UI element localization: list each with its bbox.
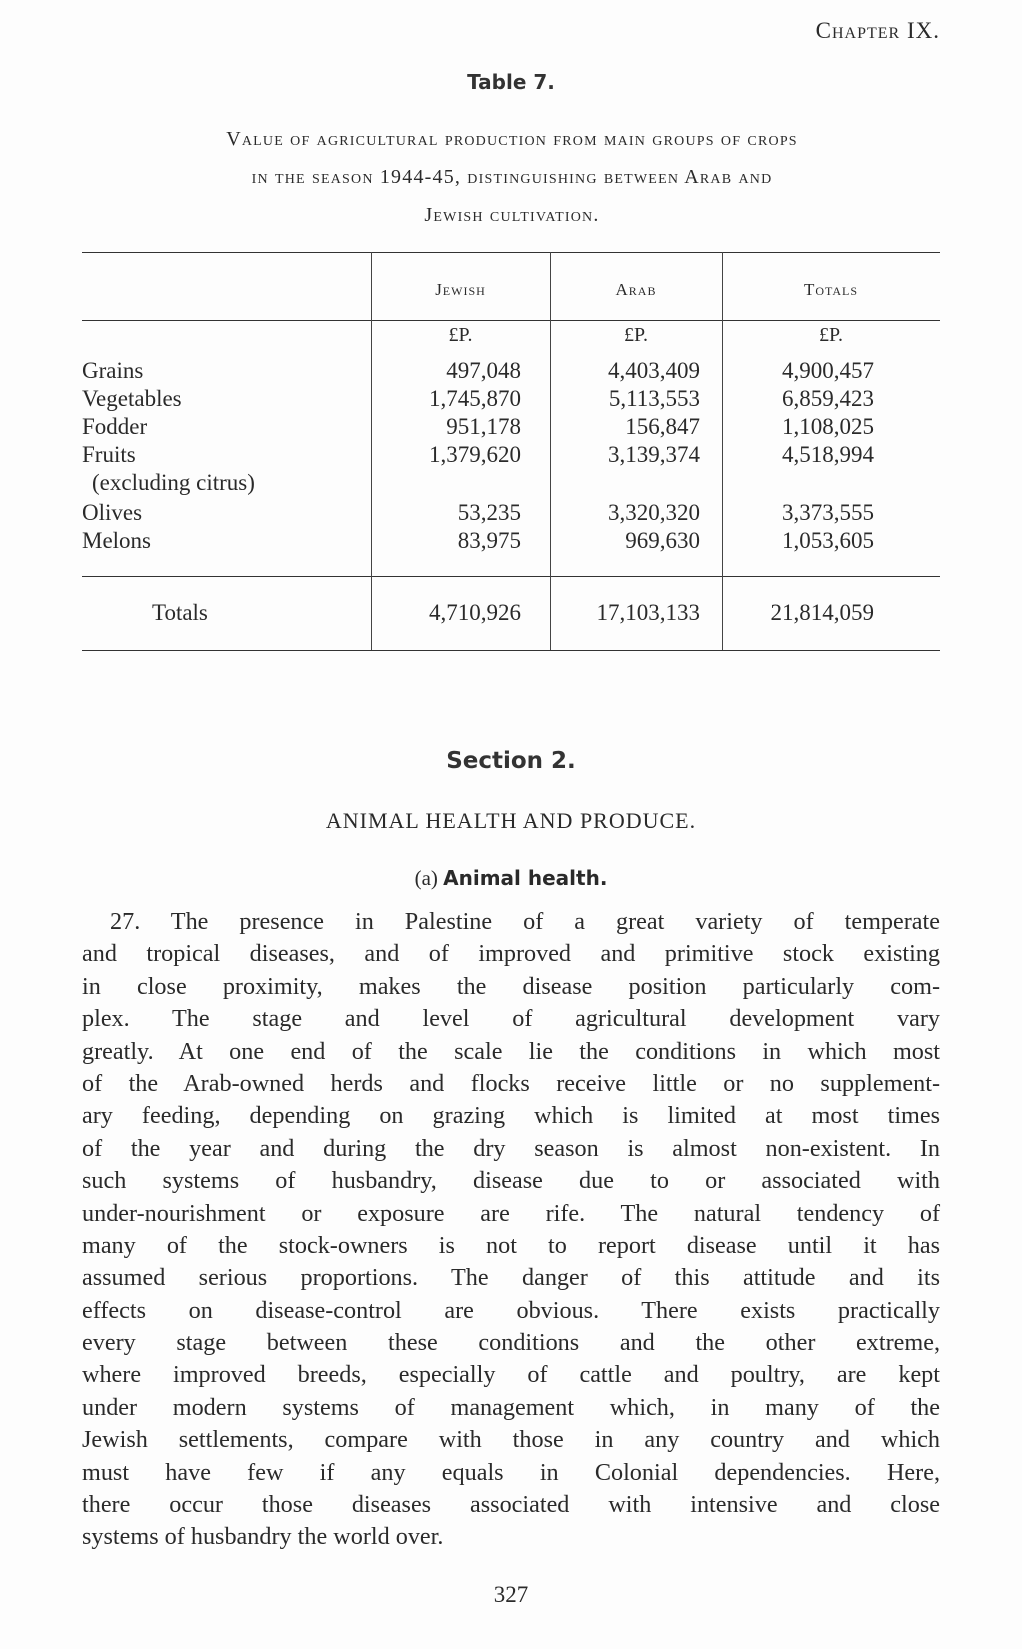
- totals-rule: [82, 576, 940, 577]
- cell-total: 3,373,555: [782, 500, 874, 525]
- paragraph-line: of the year and during the dry season is almost non-existent. In: [82, 1134, 940, 1162]
- paragraph-line: must have few if any equals in Colonial dependencies. Here,: [82, 1458, 940, 1486]
- column-header-jewish: Jewish: [435, 280, 486, 299]
- cell-arab: 969,630: [625, 528, 700, 553]
- cell-arab: 156,847: [625, 414, 700, 439]
- cell-arab: 4,403,409: [608, 358, 700, 383]
- caption-line: Value of agricultural production from main groups of crops: [226, 128, 798, 150]
- chapter-header: Chapter IX.: [815, 18, 940, 43]
- row-label-note: (excluding citrus): [92, 470, 255, 495]
- paragraph-line: many of the stock-owners is not to report disease until it has: [82, 1231, 940, 1259]
- paragraph-line: and tropical diseases, and of improved and primitive stock existing: [82, 940, 940, 968]
- cell-total: 1,108,025: [782, 414, 874, 439]
- cell-jewish: 1,379,620: [429, 442, 521, 467]
- subsection-prefix: (a): [414, 866, 438, 890]
- unit-label: £P.: [819, 324, 843, 346]
- table-bottom-rule: [82, 650, 940, 651]
- paragraph-line: in close proximity, makes the disease position particularly com-: [82, 972, 940, 1000]
- cell-total: 6,859,423: [782, 386, 874, 411]
- header-rule: [82, 320, 940, 321]
- total-arab: 17,103,133: [596, 600, 700, 625]
- cell-arab: 3,139,374: [608, 442, 700, 467]
- paragraph-line: effects on disease-control are obvious. There exists practically: [82, 1296, 940, 1324]
- paragraph-line: under modern systems of management which, in many of the: [82, 1393, 940, 1421]
- cell-jewish: 497,048: [446, 358, 521, 383]
- row-label: Fruits: [82, 442, 136, 467]
- body-paragraph: [82, 906, 940, 1554]
- unit-label: £P.: [624, 324, 648, 346]
- cell-total: 4,900,457: [782, 358, 874, 383]
- cell-jewish: 1,745,870: [429, 386, 521, 411]
- subsection-heading: [0, 866, 1022, 891]
- cell-arab: 3,320,320: [608, 500, 700, 525]
- section-title: Section 2.: [446, 748, 576, 774]
- cell-jewish: 951,178: [446, 414, 521, 439]
- paragraph-line: there occur those diseases associated with intensive and close: [82, 1491, 940, 1519]
- row-label: Grains: [82, 358, 144, 383]
- cell-jewish: 53,235: [457, 500, 521, 525]
- paragraph-line: systems of husbandry the world over.: [82, 1523, 444, 1551]
- paragraph-line: greatly. At one end of the scale lie the conditions in which most: [82, 1037, 940, 1065]
- paragraph-line: such systems of husbandry, disease due to or associated with: [82, 1167, 940, 1195]
- paragraph-line: 27. The presence in Palestine of a great variety of temperate: [110, 908, 940, 935]
- unit-label: £P.: [448, 324, 473, 346]
- total-overall: 21,814,059: [770, 600, 874, 625]
- cell-jewish: 83,975: [457, 528, 521, 553]
- table-label: Table 7.: [467, 70, 555, 94]
- caption-line: in the season 1944-45, distinguishing between Arab and: [251, 166, 773, 188]
- paragraph-line: ary feeding, depending on grazing which is limited at most times: [82, 1102, 940, 1130]
- subsection-title: Animal health.: [443, 866, 608, 890]
- paragraph-line: every stage between these conditions and the other extreme,: [82, 1329, 940, 1357]
- section-heading: ANIMAL HEALTH AND PRODUCE.: [325, 808, 697, 833]
- caption-line: Jewish cultivation.: [424, 204, 600, 226]
- cell-total: 1,053,605: [782, 528, 874, 553]
- paragraph-line: under-nourishment or exposure are rife. The natural tendency of: [82, 1199, 940, 1227]
- cell-arab: 5,113,553: [608, 386, 700, 411]
- table-top-rule: [82, 252, 940, 253]
- paragraph-line: where improved breeds, especially of cattle and poultry, are kept: [82, 1361, 940, 1389]
- cell-total: 4,518,994: [782, 442, 874, 467]
- row-label: Fodder: [82, 414, 148, 439]
- column-header-totals: Totals: [803, 280, 859, 299]
- column-header-arab: Arab: [615, 280, 657, 299]
- paragraph-line: plex. The stage and level of agricultural development vary: [82, 1005, 940, 1033]
- total-jewish: 4,710,926: [429, 600, 521, 625]
- row-label: Vegetables: [82, 386, 182, 411]
- totals-label: Totals: [152, 600, 208, 625]
- row-label: Olives: [82, 500, 143, 525]
- paragraph-line: Jewish settlements, compare with those in any country and which: [82, 1426, 940, 1454]
- paragraph-line: of the Arab-owned herds and flocks receive little or no supplement-: [82, 1069, 940, 1097]
- page-number: 327: [493, 1582, 529, 1607]
- table-caption: [82, 120, 942, 234]
- production-table: [82, 252, 940, 684]
- paragraph-line: assumed serious proportions. The danger of this attitude and its: [82, 1264, 940, 1292]
- row-label: Melons: [82, 528, 151, 553]
